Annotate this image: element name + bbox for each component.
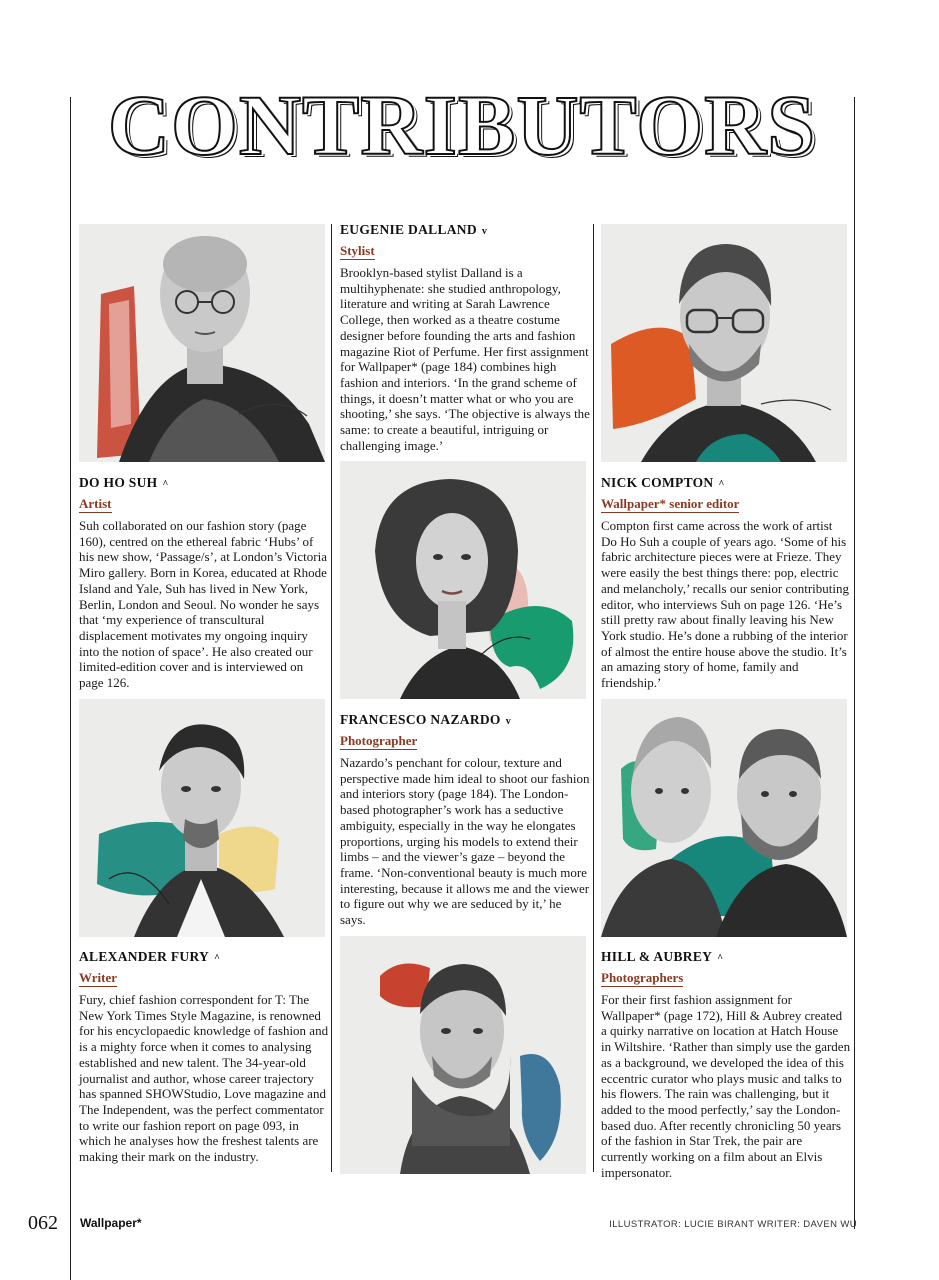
caret-up-icon: ^ xyxy=(162,479,169,490)
entry-francesco-nazardo xyxy=(340,711,590,928)
contributor-name: DO HO SUH ^ xyxy=(79,475,169,490)
contributor-name: ALEXANDER FURY ^ xyxy=(79,949,221,964)
portrait-eugenie-dalland xyxy=(340,461,586,699)
entry-hill-and-aubrey xyxy=(601,948,851,1180)
contributor-bio: Suh collaborated on our fashion story (page 160), centred on the ethereal fabric ‘Hubs’ of his new show, ‘Passage/s’, at London’s Victoria Miro gallery. Born in Korea, educated at Rhode Island and Yale, Suh has lived in New York, Berlin, London and Seoul. No wonder he says that ‘my experience of transcultural displacement motivates my ongoing inquiry into the notion of space’. He also created our limited-edition cover and is interviewed on page 126. xyxy=(79,518,327,691)
contributor-bio: Compton first came across the work of artist Do Ho Suh a couple of years ago. ‘Some of his fabric architecture pieces were at Frieze. They were easily the best things there: pop, electric and melancholy,’ recalls our senior contributing editor, who interviews Suh on page 126. ‘He’s still pretty raw about finally leaving his New York studio. He’s done a rubbing of the interior of almost the entire house above the studio. It’s an amazing story of home, family and friendship.’ xyxy=(601,518,850,691)
caret-up-icon: ^ xyxy=(214,953,221,964)
entry-nick-compton xyxy=(601,474,851,691)
right-margin-rule xyxy=(854,97,855,1229)
contributor-name: FRANCESCO NAZARDO v xyxy=(340,712,512,727)
page-title: CONTRIBUTORS xyxy=(107,77,817,173)
contributor-role: Stylist xyxy=(340,243,375,258)
contributor-bio: For their first fashion assignment for Wallpaper* (page 172), Hill & Aubrey created a quirky narrative on location at Hatch House in Wiltshire. ‘Rather than simply use the garden as a background, we developed the idea of this eccentric curator who plays music and talks to his flowers. The rain was challenging, but it added to the mood perfectly,’ say the London-based duo. After recently chronicling 50 years of the fashion in Star Trek, the pair are currently working on a film about an Elvis impersonator. xyxy=(601,992,851,1180)
caret-down-icon: v xyxy=(481,226,488,237)
contributor-role: Wallpaper* senior editor xyxy=(601,496,740,511)
column-rule-1 xyxy=(331,224,332,1172)
column-rule-2 xyxy=(593,224,594,1172)
magazine-brand: Wallpaper* xyxy=(80,1216,142,1230)
portrait-nick-compton xyxy=(601,224,847,462)
contributor-bio: Brooklyn-based stylist Dalland is a multihyphenate: she studied anthropology, literature and writing at Sarah Lawrence College, then worked as a theatre costume designer before founding the arts and fashion magazine Riot of Perfume. Her first assignment for Wallpaper* (page 184) combines high fashion and interiors. ‘In the grand scheme of things, it doesn’t matter what or who you are shooting,’ she says. ‘The objective is always the same: to create a beautiful, intriguing or challenging image.’ xyxy=(340,265,590,453)
page-credit: ILLUSTRATOR: LUCIE BIRANT WRITER: DAVEN WU xyxy=(609,1219,857,1230)
caret-down-icon: v xyxy=(505,716,512,727)
caret-up-icon: ^ xyxy=(717,953,724,964)
caret-up-icon: ^ xyxy=(718,479,725,490)
contributor-name: HILL & AUBREY ^ xyxy=(601,949,724,964)
portrait-alexander-fury xyxy=(79,699,325,937)
contributor-bio: Fury, chief fashion correspondent for T: The New York Times Style Magazine, is renowned for his encyclopaedic knowledge of fashion and is a mighty force when it comes to analysing established and new talent. The 34-year-old journalist and author, whose career trajectory has spanned SHOWStudio, Love magazine and The Independent, was the perfect commentator to write our fashion report on page 093, in which he analyses how the freshest talents are making their mark on the industry. xyxy=(79,992,329,1165)
contributor-name: EUGENIE DALLAND v xyxy=(340,222,488,237)
portrait-do-ho-suh xyxy=(79,224,325,462)
portrait-hill-and-aubrey xyxy=(601,699,847,937)
left-margin-rule xyxy=(70,97,71,1280)
page-number: 062 xyxy=(28,1212,58,1234)
entry-eugenie-dalland xyxy=(340,221,590,453)
contributor-name: NICK COMPTON ^ xyxy=(601,475,725,490)
contributor-role: Writer xyxy=(79,970,118,985)
entry-do-ho-suh xyxy=(79,474,329,691)
contributor-role: Photographers xyxy=(601,970,684,985)
contributor-bio: Nazardo’s penchant for colour, texture and perspective made him ideal to shoot our fashion and interiors story (page 184). The London-based photographer’s work has a seductive ambiguity, especially in the way he elongates proportions, urging his models to extend their limbs – and the viewer’s gaze – beyond the frame. ‘Non-conventional beauty is much more interesting, because it allows me and the viewer to figure out why we are seduced by it,’ he says. xyxy=(340,755,590,928)
entry-alexander-fury xyxy=(79,948,329,1165)
contributor-role: Photographer xyxy=(340,733,418,748)
portrait-francesco-nazardo xyxy=(340,936,586,1174)
contributor-role: Artist xyxy=(79,496,112,511)
